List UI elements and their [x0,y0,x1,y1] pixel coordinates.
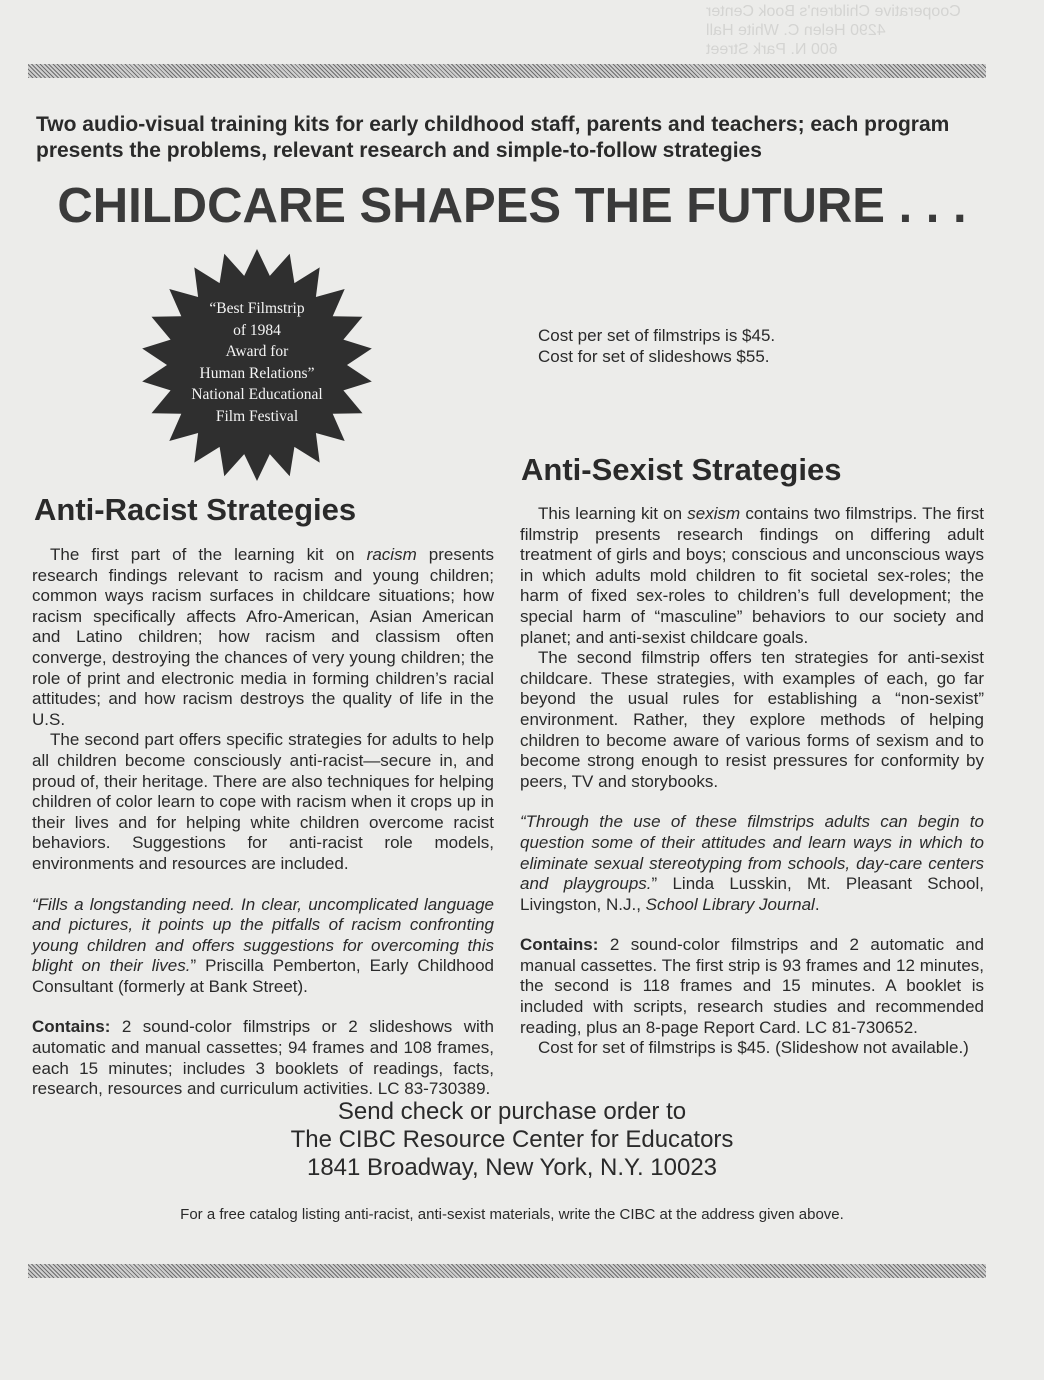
anti-racist-body [32,545,494,1100]
order-line-3: 1841 Broadway, New York, N.Y. 10023 [306,1154,718,1181]
anti-sexist-paragraph-1: This learning kit on sexism contains two filmstrips. The first filmstrip presents research findings on differing adult treatment of girls and boys; conscious and unconscious ways in which adults mold children to fit societal sex-roles; the harm of fixed sex-roles to children’s full development; the special harm of “masculine” behaviors to our society and planet; and anti-sexist childcare goals. [520,504,984,647]
order-address-block [0,1098,1024,1182]
anti-racist-costs [520,326,984,367]
anti-sexist-paragraph-2: The second filmstrip offers ten strategies for anti-sexist childcare. These strategies, with examples of each, go far beyond the usual rules for establishing a “non-sexist” environment. Rather, they explore methods of helping children to become aware of various forms of sexism and to become strong enough to resist pressures for conformity by peers, TV and storybooks. [520,648,984,791]
anti-racist-cost-filmstrips: Cost per set of filmstrips is $45. [538,326,776,345]
anti-racist-cost-slideshows: Cost for set of slideshows $55. [538,346,770,366]
anti-racist-paragraph-1: The first part of the learning kit on racism presents research findings relevant to racism and young children; common ways racism surfaces in childcare situations; how racism specifically affects Afro-American, Asian American and Latino children; how racism and classism often converge, destroying the chances of very young children; the role of print and electronic media in forming children’s racial attitudes; and how racism destroys the quality of life in the U.S. [32,545,494,729]
bleedthrough-stamp: Cooperative Children's Book Center 4290 Helen C. White Hall 600 N. Park Street [706,3,961,58]
bottom-hatched-rule [28,1264,986,1278]
top-hatched-rule [28,64,986,78]
anti-sexist-review-quote: “Through the use of these filmstrips adults can begin to question some of their attitudes and learn ways in which to eliminate sexual stereotyping from schools, day-care centers and playgroups.” Linda Lusskin, Mt. Pleasant School, Livingston, N.J., School Library Journal. [520,812,984,914]
catalog-footnote: For a free catalog listing anti-racist, anti-sexist materials, write the CIBC at the address given above. [180,1206,844,1223]
anti-racist-heading: Anti-Racist Strategies [34,492,357,527]
order-line-2: The CIBC Resource Center for Educators [290,1126,734,1153]
anti-racist-review-quote: “Fills a longstanding need. In clear, uncomplicated language and pictures, it points up the pitfalls of racism confronting young children and offers suggestions for overcoming this blight on their lives.” Priscilla Pemberton, Early Childhood Consultant (formerly at Bank Street). [32,894,494,996]
anti-sexist-body [520,504,984,1059]
anti-sexist-heading: Anti-Sexist Strategies [521,452,842,487]
anti-racist-paragraph-2: The second part offers specific strategies for adults to help all children become consciously anti-racist—secure in, and proud of, their heritage. There are also techniques for helping children of color learn to cope with racism when it crops up in their lives and for helping white children overcome racist behaviors. Suggestions for anti-racist role models, environments and resources are included. [32,730,494,873]
page-headline: CHILDCARE SHAPES THE FUTURE . . . [57,179,967,233]
anti-sexist-contains: Contains: 2 sound-color filmstrips and 2 automatic and manual cassettes. The first strip is 93 frames and 12 minutes, the second is 118 frames and 15 minutes. A booklet is included with scripts, research studies and recommended reading, plus an 8-page Report Card. LC 81-730652. [520,935,984,1037]
intro-text: Two audio-visual training kits for early childhood staff, parents and teachers; each program presents the problems, relevant research and simple-to-follow strategies [36,113,950,162]
order-line-1: Send check or purchase order to [337,1098,687,1125]
anti-sexist-cost: Cost for set of filmstrips is $45. (Slideshow not available.) [538,1038,969,1058]
award-badge-text: “Best Filmstrip of 1984 Award for Human Relations” National Educational Film Festival [191,300,323,425]
anti-racist-contains: Contains: 2 sound-color filmstrips or 2 slideshows with automatic and manual cassettes; 94 frames and 108 frames, each 15 minutes; includes 3 booklets of readings, facts, research, resources and curriculum activities. LC 83-730389. [32,1017,494,1099]
